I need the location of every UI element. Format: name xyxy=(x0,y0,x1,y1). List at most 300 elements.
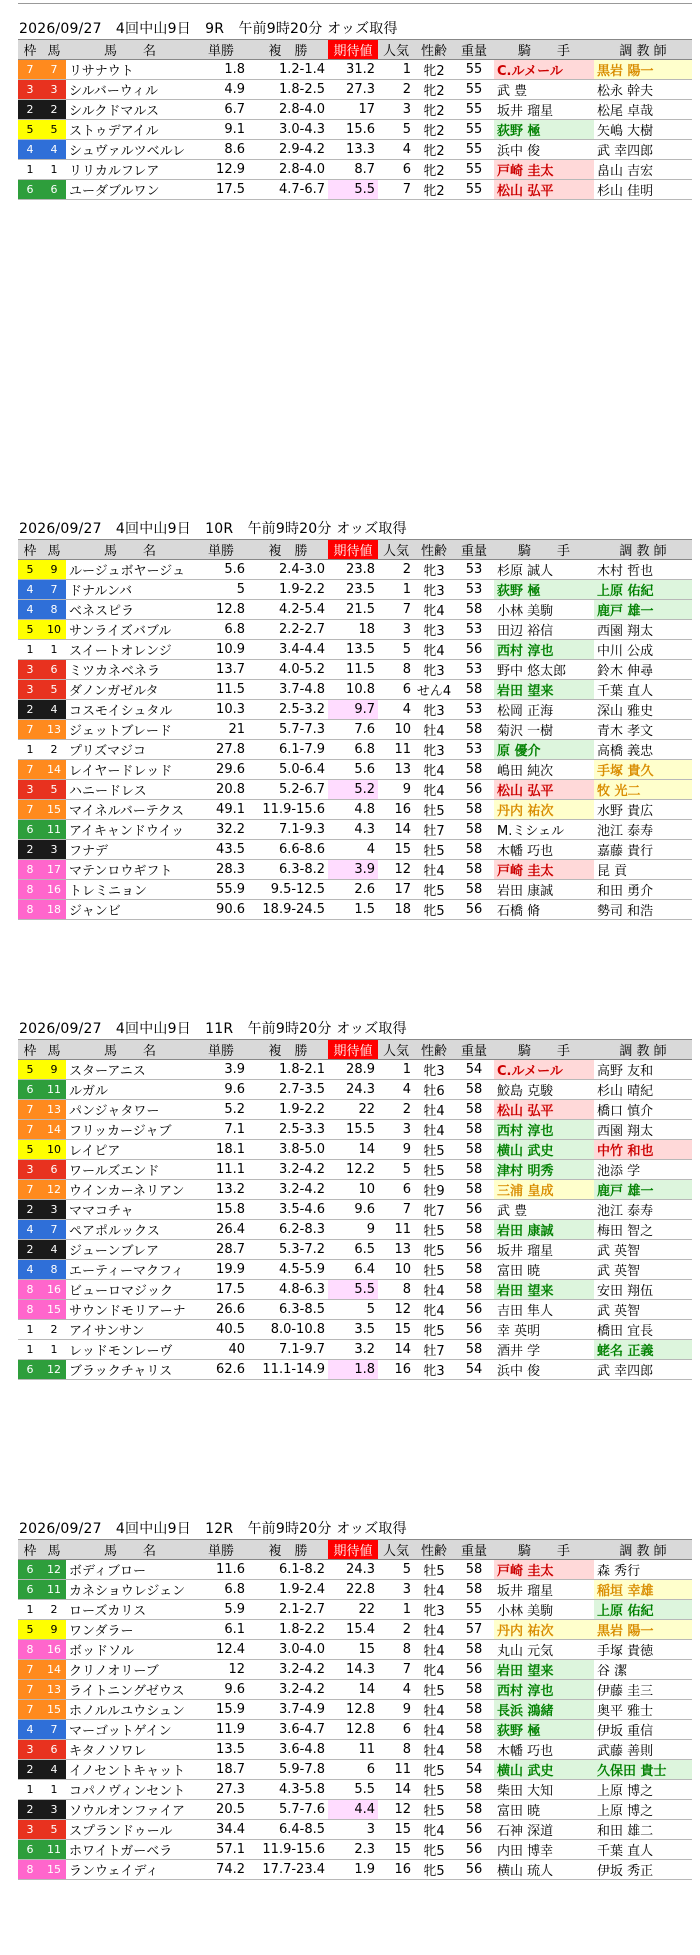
waku-cell: 2 xyxy=(18,1760,42,1780)
waku-cell: 1 xyxy=(18,1780,42,1800)
expected-value-cell: 10.8 xyxy=(328,680,378,700)
win-odds-cell: 10.9 xyxy=(194,640,248,660)
jockey-header: 騎 手 xyxy=(494,1040,594,1060)
weight-cell: 58 xyxy=(454,1120,494,1140)
horse-name-header: 馬 名 xyxy=(66,1040,194,1060)
trainer-cell: 松永 幹夫 xyxy=(594,80,692,100)
jockey-cell: 浜中 俊 xyxy=(494,1360,594,1380)
weight-cell: 58 xyxy=(454,1800,494,1820)
waku-cell: 8 xyxy=(18,900,42,920)
sex-age-cell: 牝5 xyxy=(414,880,454,900)
win-odds-cell: 12 xyxy=(194,1660,248,1680)
waku-cell: 5 xyxy=(18,120,42,140)
expected-value-cell: 24.3 xyxy=(328,1080,378,1100)
sex-age-cell: 牡4 xyxy=(414,860,454,880)
place-odds-cell: 1.8-2.5 xyxy=(248,80,328,100)
horse-name-cell: マーゴットゲイン xyxy=(66,1720,194,1740)
weight-cell: 56 xyxy=(454,780,494,800)
horse-name-cell: アイサンサン xyxy=(66,1320,194,1340)
horse-name-cell: ハニードレス xyxy=(66,780,194,800)
horse-name-cell: ビューロマジック xyxy=(66,1280,194,1300)
expected-value-cell: 6.4 xyxy=(328,1260,378,1280)
popularity-cell: 8 xyxy=(378,1640,414,1660)
jockey-cell: 戸崎 圭太 xyxy=(494,860,594,880)
jockey-cell: 長浜 鴻緒 xyxy=(494,1700,594,1720)
weight-cell: 53 xyxy=(454,740,494,760)
horse-name-cell: サウンドモリアーナ xyxy=(66,1300,194,1320)
uma-cell: 6 xyxy=(42,180,66,200)
waku-cell: 6 xyxy=(18,1360,42,1380)
place-odds-cell: 5.7-7.6 xyxy=(248,1800,328,1820)
horse-name-cell: エーティーマクフィ xyxy=(66,1260,194,1280)
place-odds-cell: 4.8-6.3 xyxy=(248,1280,328,1300)
expected-value-cell: 23.5 xyxy=(328,580,378,600)
trainer-cell: 西園 翔太 xyxy=(594,620,692,640)
uma-cell: 4 xyxy=(42,1760,66,1780)
uma-cell: 3 xyxy=(42,1200,66,1220)
horse-name-cell: ミツカネベネラ xyxy=(66,660,194,680)
trainer-cell: 武 幸四郎 xyxy=(594,1360,692,1380)
expected-value-cell: 15.6 xyxy=(328,120,378,140)
horse-name-cell: マイネルバーテクス xyxy=(66,800,194,820)
trainer-cell: 武藤 善則 xyxy=(594,1740,692,1760)
popularity-cell: 14 xyxy=(378,820,414,840)
weight-cell: 55 xyxy=(454,160,494,180)
horse-name-cell: フナデ xyxy=(66,840,194,860)
jockey-cell: 坂井 瑠星 xyxy=(494,100,594,120)
jockey-cell: 富田 暁 xyxy=(494,1800,594,1820)
waku-cell: 3 xyxy=(18,1160,42,1180)
popularity-cell: 15 xyxy=(378,840,414,860)
win-odds-cell: 5.9 xyxy=(194,1600,248,1620)
horse-name-cell: イノセントキャット xyxy=(66,1760,194,1780)
weight-cell: 55 xyxy=(454,1600,494,1620)
horse-name-cell: ランウェイディ xyxy=(66,1860,194,1880)
expected-value-cell: 9.7 xyxy=(328,700,378,720)
weight-cell: 58 xyxy=(454,760,494,780)
jockey-cell: 津村 明秀 xyxy=(494,1160,594,1180)
sex-age-cell: 牝5 xyxy=(414,1320,454,1340)
win-odds-cell: 74.2 xyxy=(194,1860,248,1880)
uma-cell: 12 xyxy=(42,1560,66,1580)
trainer-cell: 安田 翔伍 xyxy=(594,1280,692,1300)
weight-cell: 55 xyxy=(454,140,494,160)
win-odds-cell: 18.7 xyxy=(194,1760,248,1780)
uma-cell: 6 xyxy=(42,660,66,680)
waku-cell: 7 xyxy=(18,60,42,80)
expected-value-cell: 2.3 xyxy=(328,1840,378,1860)
waku-cell: 1 xyxy=(18,1600,42,1620)
expected-value-cell: 1.8 xyxy=(328,1360,378,1380)
jockey-cell: 三浦 皇成 xyxy=(494,1180,594,1200)
sex-age-cell: 牡5 xyxy=(414,1220,454,1240)
win-odds-cell: 27.3 xyxy=(194,1780,248,1800)
waku-cell: 4 xyxy=(18,580,42,600)
win-odds-cell: 43.5 xyxy=(194,840,248,860)
horse-name-cell: ママコチャ xyxy=(66,1200,194,1220)
expected-value-cell: 13.3 xyxy=(328,140,378,160)
weight-cell: 53 xyxy=(454,620,494,640)
trainer-cell: 杉山 晴紀 xyxy=(594,1080,692,1100)
popularity-cell: 3 xyxy=(378,1580,414,1600)
win-odds-cell: 5.6 xyxy=(194,560,248,580)
place-odds-cell: 4.5-5.9 xyxy=(248,1260,328,1280)
trainer-cell: 牧 光二 xyxy=(594,780,692,800)
table-row xyxy=(18,820,692,840)
popularity-cell: 13 xyxy=(378,760,414,780)
sex-age-cell: 牡5 xyxy=(414,840,454,860)
odds-table xyxy=(18,1539,692,1880)
place-odds-cell: 5.9-7.8 xyxy=(248,1760,328,1780)
win-odds-cell: 4.9 xyxy=(194,80,248,100)
sex-age-cell: 牝5 xyxy=(414,1840,454,1860)
waku-cell: 2 xyxy=(18,1240,42,1260)
weight-cell: 56 xyxy=(454,1860,494,1880)
popularity-cell: 2 xyxy=(378,1620,414,1640)
waku-cell: 2 xyxy=(18,700,42,720)
jockey-cell: 杉原 誠人 xyxy=(494,560,594,580)
horse-name-cell: ベネスピラ xyxy=(66,600,194,620)
jockey-cell: 嶋田 純次 xyxy=(494,760,594,780)
horse-name-cell: ワールズエンド xyxy=(66,1160,194,1180)
expected-value-cell: 22 xyxy=(328,1600,378,1620)
jockey-header: 騎 手 xyxy=(494,540,594,560)
weight-cell: 56 xyxy=(454,1820,494,1840)
jockey-cell: 松岡 正海 xyxy=(494,700,594,720)
jockey-cell: 柴田 大知 xyxy=(494,1780,594,1800)
jockey-cell: 富田 暁 xyxy=(494,1260,594,1280)
weight-cell: 56 xyxy=(454,1840,494,1860)
trainer-cell: 深山 雅史 xyxy=(594,700,692,720)
horse-name-cell: ドナルンバ xyxy=(66,580,194,600)
weight-cell: 56 xyxy=(454,1240,494,1260)
waku-cell: 8 xyxy=(18,1300,42,1320)
waku-cell: 6 xyxy=(18,1580,42,1600)
top-rule xyxy=(18,3,692,4)
horse-name-cell: ソウルオンファイア xyxy=(66,1800,194,1820)
win-odds-cell: 20.8 xyxy=(194,780,248,800)
place-odds-cell: 3.8-5.0 xyxy=(248,1140,328,1160)
place-odds-cell: 3.4-4.4 xyxy=(248,640,328,660)
jockey-cell: 田辺 裕信 xyxy=(494,620,594,640)
uma-cell: 15 xyxy=(42,1700,66,1720)
horse-name-cell: スターアニス xyxy=(66,1060,194,1080)
uma-cell: 6 xyxy=(42,1740,66,1760)
sex-age-cell: 牡4 xyxy=(414,1620,454,1640)
expected-value-cell: 18 xyxy=(328,620,378,640)
popularity-cell: 14 xyxy=(378,1780,414,1800)
popularity-cell: 7 xyxy=(378,1660,414,1680)
odds-table xyxy=(18,39,692,200)
uma-cell: 10 xyxy=(42,620,66,640)
trainer-cell: 水野 貴広 xyxy=(594,800,692,820)
table-row xyxy=(18,860,692,880)
horse-name-cell: コパノヴィンセント xyxy=(66,1780,194,1800)
weight-cell: 53 xyxy=(454,560,494,580)
waku-cell: 1 xyxy=(18,740,42,760)
place-odds-cell: 2.4-3.0 xyxy=(248,560,328,580)
table-row xyxy=(18,180,692,200)
waku-cell: 2 xyxy=(18,840,42,860)
win-odds-cell: 40.5 xyxy=(194,1320,248,1340)
table-row xyxy=(18,1340,692,1360)
horse-name-cell: ジューンブレア xyxy=(66,1240,194,1260)
expected-value-header: 期待値 xyxy=(328,1040,378,1060)
weight-cell: 58 xyxy=(454,720,494,740)
sex-age-cell: 牝4 xyxy=(414,760,454,780)
place-odds-header: 複 勝 xyxy=(248,540,328,560)
table-row xyxy=(18,1580,692,1600)
win-odds-cell: 49.1 xyxy=(194,800,248,820)
jockey-cell: 横山 武史 xyxy=(494,1760,594,1780)
weight-cell: 55 xyxy=(454,180,494,200)
win-odds-cell: 12.9 xyxy=(194,160,248,180)
waku-cell: 3 xyxy=(18,680,42,700)
expected-value-cell: 22.8 xyxy=(328,1580,378,1600)
weight-cell: 58 xyxy=(454,680,494,700)
win-odds-cell: 11.1 xyxy=(194,1160,248,1180)
table-row xyxy=(18,1680,692,1700)
win-odds-cell: 3.9 xyxy=(194,1060,248,1080)
horse-name-cell: シルバーウィル xyxy=(66,80,194,100)
uma-cell: 10 xyxy=(42,1140,66,1160)
place-odds-cell: 17.7-23.4 xyxy=(248,1860,328,1880)
win-odds-cell: 27.8 xyxy=(194,740,248,760)
waku-cell: 7 xyxy=(18,1100,42,1120)
table-row xyxy=(18,1860,692,1880)
trainer-cell: 手塚 貴徳 xyxy=(594,1640,692,1660)
jockey-cell: 岩田 望来 xyxy=(494,680,594,700)
place-odds-cell: 5.7-7.3 xyxy=(248,720,328,740)
expected-value-cell: 3 xyxy=(328,1820,378,1840)
win-odds-cell: 17.5 xyxy=(194,1280,248,1300)
table-row xyxy=(18,1260,692,1280)
expected-value-cell: 12.8 xyxy=(328,1700,378,1720)
jockey-cell: 横山 琉人 xyxy=(494,1860,594,1880)
win-odds-cell: 34.4 xyxy=(194,1820,248,1840)
uma-cell: 16 xyxy=(42,880,66,900)
sex-age-cell: 牝4 xyxy=(414,780,454,800)
popularity-cell: 16 xyxy=(378,800,414,820)
expected-value-cell: 5.5 xyxy=(328,1280,378,1300)
jockey-cell: 野中 悠太郎 xyxy=(494,660,594,680)
jockey-cell: 坂井 瑠星 xyxy=(494,1240,594,1260)
expected-value-cell: 14 xyxy=(328,1680,378,1700)
win-odds-cell: 26.6 xyxy=(194,1300,248,1320)
trainer-cell: 鈴木 伸尋 xyxy=(594,660,692,680)
weight-cell: 56 xyxy=(454,1320,494,1340)
popularity-cell: 5 xyxy=(378,120,414,140)
weight-cell: 58 xyxy=(454,820,494,840)
header-row xyxy=(18,1540,692,1560)
race-title: 2026/09/27 4回中山9日 9R 午前9時20分 オッズ取得 xyxy=(19,21,398,37)
uma-cell: 9 xyxy=(42,1060,66,1080)
win-odds-cell: 20.5 xyxy=(194,1800,248,1820)
place-odds-cell: 4.3-5.8 xyxy=(248,1780,328,1800)
uma-cell: 14 xyxy=(42,1120,66,1140)
expected-value-cell: 3.5 xyxy=(328,1320,378,1340)
popularity-cell: 5 xyxy=(378,1560,414,1580)
sex-age-cell: 牡5 xyxy=(414,800,454,820)
place-odds-cell: 2.8-4.0 xyxy=(248,160,328,180)
sex-age-cell: 牡5 xyxy=(414,1160,454,1180)
horse-name-cell: スイートオレンジ xyxy=(66,640,194,660)
horse-name-cell: ルガル xyxy=(66,1080,194,1100)
horse-name-cell: スプランドゥール xyxy=(66,1820,194,1840)
expected-value-header: 期待値 xyxy=(328,40,378,60)
trainer-cell: 上原 佑紀 xyxy=(594,580,692,600)
uma-cell: 8 xyxy=(42,1260,66,1280)
place-odds-cell: 4.7-6.7 xyxy=(248,180,328,200)
race-title: 2026/09/27 4回中山9日 12R 午前9時20分 オッズ取得 xyxy=(19,1521,407,1537)
win-odds-cell: 6.1 xyxy=(194,1620,248,1640)
waku-cell: 4 xyxy=(18,140,42,160)
weight-cell: 58 xyxy=(454,800,494,820)
place-odds-cell: 2.8-4.0 xyxy=(248,100,328,120)
uma-cell: 14 xyxy=(42,1660,66,1680)
expected-value-cell: 4 xyxy=(328,840,378,860)
expected-value-cell: 9 xyxy=(328,1220,378,1240)
expected-value-cell: 21.5 xyxy=(328,600,378,620)
place-odds-cell: 9.5-12.5 xyxy=(248,880,328,900)
jockey-cell: 内田 博幸 xyxy=(494,1840,594,1860)
popularity-cell: 1 xyxy=(378,580,414,600)
place-odds-cell: 3.6-4.8 xyxy=(248,1740,328,1760)
place-odds-cell: 5.2-6.7 xyxy=(248,780,328,800)
sex-age-cell: 牡4 xyxy=(414,1580,454,1600)
table-row xyxy=(18,100,692,120)
weight-cell: 58 xyxy=(454,1140,494,1160)
expected-value-cell: 6 xyxy=(328,1760,378,1780)
trainer-cell: 高橋 義忠 xyxy=(594,740,692,760)
horse-name-cell: クリノオリーブ xyxy=(66,1660,194,1680)
table-row xyxy=(18,1140,692,1160)
popularity-cell: 6 xyxy=(378,160,414,180)
horse-name-cell: パンジャタワー xyxy=(66,1100,194,1120)
table-row xyxy=(18,1240,692,1260)
sex-age-cell: 牝2 xyxy=(414,80,454,100)
jockey-cell: 岩田 望来 xyxy=(494,1280,594,1300)
place-odds-cell: 3.2-4.2 xyxy=(248,1160,328,1180)
waku-cell: 2 xyxy=(18,100,42,120)
table-row xyxy=(18,1660,692,1680)
expected-value-cell: 11.5 xyxy=(328,660,378,680)
uma-cell: 5 xyxy=(42,1820,66,1840)
sex-age-cell: 牡4 xyxy=(414,1280,454,1300)
popularity-header: 人気 xyxy=(378,1540,414,1560)
expected-value-cell: 17 xyxy=(328,100,378,120)
trainer-cell: 伊坂 重信 xyxy=(594,1720,692,1740)
table-row xyxy=(18,1200,692,1220)
table-row xyxy=(18,900,692,920)
jockey-cell: 荻野 極 xyxy=(494,1720,594,1740)
uma-cell: 1 xyxy=(42,160,66,180)
table-row xyxy=(18,1160,692,1180)
sex-age-cell: 牝3 xyxy=(414,740,454,760)
place-odds-cell: 3.2-4.2 xyxy=(248,1180,328,1200)
win-odds-cell: 15.9 xyxy=(194,1700,248,1720)
jockey-cell: 小林 美駒 xyxy=(494,600,594,620)
win-odds-cell: 55.9 xyxy=(194,880,248,900)
waku-cell: 6 xyxy=(18,1080,42,1100)
uma-cell: 11 xyxy=(42,1580,66,1600)
place-odds-cell: 7.1-9.3 xyxy=(248,820,328,840)
table-row xyxy=(18,1180,692,1200)
expected-value-cell: 31.2 xyxy=(328,60,378,80)
table-row xyxy=(18,1780,692,1800)
win-odds-header: 単勝 xyxy=(194,40,248,60)
popularity-cell: 4 xyxy=(378,700,414,720)
uma-cell: 12 xyxy=(42,1360,66,1380)
horse-name-cell: レイヤードレッド xyxy=(66,760,194,780)
waku-cell: 7 xyxy=(18,1700,42,1720)
table-row xyxy=(18,1800,692,1820)
jockey-cell: 岩田 康誠 xyxy=(494,880,594,900)
header-row xyxy=(18,1040,692,1060)
popularity-header: 人気 xyxy=(378,40,414,60)
weight-cell: 58 xyxy=(454,1220,494,1240)
expected-value-cell: 23.8 xyxy=(328,560,378,580)
expected-value-cell: 14.3 xyxy=(328,1660,378,1680)
jockey-cell: C.ルメール xyxy=(494,60,594,80)
uma-cell: 4 xyxy=(42,1240,66,1260)
win-odds-cell: 12.4 xyxy=(194,1640,248,1660)
table-row xyxy=(18,640,692,660)
horse-name-header: 馬 名 xyxy=(66,1540,194,1560)
uma-header: 馬 xyxy=(42,1040,66,1060)
popularity-cell: 10 xyxy=(378,720,414,740)
weight-cell: 58 xyxy=(454,1580,494,1600)
waku-cell: 6 xyxy=(18,180,42,200)
trainer-cell: 池添 学 xyxy=(594,1160,692,1180)
place-odds-cell: 11.9-15.6 xyxy=(248,800,328,820)
waku-cell: 8 xyxy=(18,880,42,900)
waku-cell: 4 xyxy=(18,1220,42,1240)
uma-cell: 4 xyxy=(42,700,66,720)
popularity-cell: 5 xyxy=(378,640,414,660)
horse-name-cell: レッドモンレーヴ xyxy=(66,1340,194,1360)
waku-cell: 7 xyxy=(18,720,42,740)
expected-value-cell: 24.3 xyxy=(328,1560,378,1580)
table-row xyxy=(18,80,692,100)
horse-name-cell: アイキャンドウイッ xyxy=(66,820,194,840)
place-odds-cell: 6.1-8.2 xyxy=(248,1560,328,1580)
race-title: 2026/09/27 4回中山9日 11R 午前9時20分 オッズ取得 xyxy=(19,1021,407,1037)
place-odds-cell: 5.3-7.2 xyxy=(248,1240,328,1260)
popularity-cell: 9 xyxy=(378,1700,414,1720)
win-odds-cell: 5.2 xyxy=(194,1100,248,1120)
place-odds-cell: 3.7-4.8 xyxy=(248,680,328,700)
place-odds-cell: 6.4-8.5 xyxy=(248,1820,328,1840)
popularity-cell: 6 xyxy=(378,680,414,700)
horse-name-cell: ジャンビ xyxy=(66,900,194,920)
trainer-cell: 鹿戸 雄一 xyxy=(594,1180,692,1200)
trainer-cell: 伊坂 秀正 xyxy=(594,1860,692,1880)
weight-cell: 54 xyxy=(454,1060,494,1080)
weight-cell: 56 xyxy=(454,1200,494,1220)
weight-cell: 58 xyxy=(454,880,494,900)
expected-value-header: 期待値 xyxy=(328,540,378,560)
uma-cell: 18 xyxy=(42,900,66,920)
race-block-9r xyxy=(18,20,692,200)
waku-cell: 6 xyxy=(18,1560,42,1580)
uma-cell: 13 xyxy=(42,720,66,740)
sex-age-cell: 牡7 xyxy=(414,1340,454,1360)
place-odds-cell: 1.9-2.2 xyxy=(248,580,328,600)
waku-cell: 5 xyxy=(18,560,42,580)
uma-cell: 11 xyxy=(42,1840,66,1860)
jockey-cell: C.ルメール xyxy=(494,1060,594,1080)
